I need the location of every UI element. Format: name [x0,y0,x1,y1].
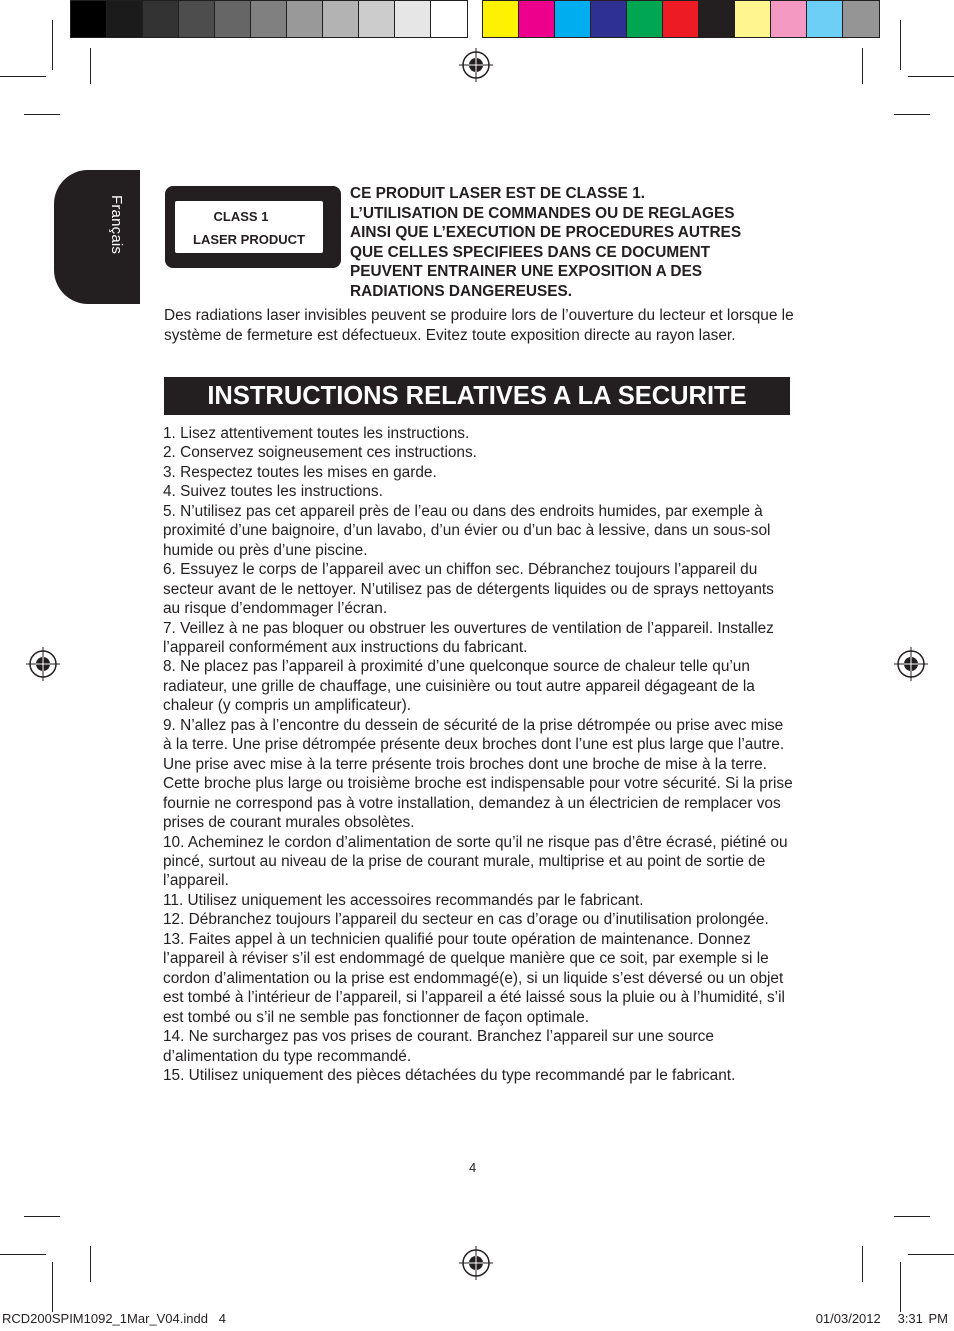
color-swatch [519,1,555,37]
color-calibration-bar [482,0,880,38]
color-swatch [807,1,843,37]
footer-date: 01/03/2012 3:31 PM [815,1311,948,1326]
registration-mark-icon [459,1246,493,1280]
color-swatch [627,1,663,37]
color-swatch [555,1,591,37]
laser-class-label-inner [175,201,323,253]
color-swatch [663,1,699,37]
crop-mark [900,1262,901,1312]
crop-mark [52,20,53,70]
registration-mark-icon [26,647,60,681]
warning-line: PEUVENT ENTRAINER UNE EXPOSITION A DES [350,263,703,281]
grayscale-swatch [107,1,143,37]
list-item: 2. Conservez soigneusement ces instructions. [163,444,477,462]
crop-mark [862,1246,863,1282]
list-item: 1. Lisez attentivement toutes les instructions. [163,425,470,442]
page-number: 4 [469,1160,477,1175]
warning-line: CE PRODUIT LASER EST DE CLASSE 1. [350,185,646,202]
grayscale-swatch [215,1,251,37]
list-item: 3. Respectez toutes les mises en garde. [163,463,437,481]
crop-mark [862,48,863,84]
safety-instructions-list [163,424,795,1085]
language-tab [54,170,140,304]
grayscale-swatch [251,1,287,37]
warning-line: AINSI QUE L’EXECUTION DE PROCEDURES AUTRES [350,224,742,242]
list-item: 7. Veillez à ne pas bloquer ou obstruer les ouvertures de ventilation de l’appareil. Installez l’appareil conformément aux instructions du fabricant. [163,619,774,656]
footer-file-name: RCD200SPIM1092_1Mar_V04.indd 4 [2,1311,227,1326]
warning-line: L’UTILISATION DE COMMANDES OU DE REGLAGES [350,204,735,222]
color-swatch [699,1,735,37]
registration-mark-icon [894,647,928,681]
crop-mark [900,20,901,70]
crop-mark [894,114,930,115]
list-item: 9. N’allez pas à l’encontre du dessein de sécurité de la prise détrompée ou prise avec mise à la terre. Une prise détrompée présente deux broches dont l’une est plus large que l’autre. Une prise avec mise à la terre présente trois broches dont une broche de mise à la terre. Cette broche plus large ou troisième broche est indispensable pour votre sécurité. Si la prise fournie ne correspond pas à votre installation, demandez à un électricien de remplacer vos prises de courant murales obsolètes. [163,716,793,832]
grayscale-calibration-bar [70,0,468,38]
laser-product-text: LASER PRODUCT [193,232,305,247]
crop-mark [52,1262,53,1312]
color-swatch [771,1,807,37]
color-swatch [843,1,879,37]
warning-line: RADIATIONS DANGEREUSES. [350,282,573,300]
grayscale-swatch [431,1,467,37]
grayscale-swatch [179,1,215,37]
crop-mark [24,1216,60,1217]
laser-class-text: CLASS 1 [213,209,269,224]
list-item: 4. Suivez toutes les instructions. [163,483,383,501]
laser-class-label [165,186,341,268]
color-swatch [735,1,771,37]
list-item: 14. Ne surchargez pas vos prises de courant. Branchez l’appareil sur une source d’alimentation du type recommandé. [163,1028,714,1065]
crop-mark [0,1254,46,1255]
list-item: 12. Débranchez toujours l’appareil du secteur en cas d’orage ou d’inutilisation prolongée. [163,911,769,929]
list-item: 15. Utilisez uniquement des pièces détachées du type recommandé par le fabricant. [163,1066,736,1084]
crop-mark [90,1246,91,1282]
grayscale-swatch [71,1,107,37]
language-tab-label: Français [108,195,125,255]
list-item: 6. Essuyez le corps de l’appareil avec un chiffon sec. Débranchez toujours l’appareil du secteur avant de le nettoyer. N’utilisez pas de détergents liquides ou de sprays nettoyants au risque d’endommager l’écran. [163,561,774,618]
list-item: 5. N’utilisez pas cet appareil près de l’eau ou dans des endroits humides, par exemple à proximité d’une baignoire, d’un lavabo, d’un évier ou d’un bac à lessive, dans un sous-sol humide ou près d’une piscine. [163,502,771,559]
crop-mark [908,1254,954,1255]
color-swatch [591,1,627,37]
color-swatch [483,1,519,37]
list-item: 8. Ne placez pas l’appareil à proximité d’une quelconque source de chaleur telle qu’un radiateur, une grille de chauffage, une cuisinière ou tout autre appareil dégageant de la chaleur (y compris un amplificateur). [163,658,755,715]
crop-mark [90,48,91,84]
crop-mark [0,76,46,77]
grayscale-swatch [359,1,395,37]
crop-mark [24,114,60,115]
radiation-notice: Des radiations laser invisibles peuvent se produire lors de l’ouverture du lecteur et lorsque le système de fermeture est défectueux. Evitez toute exposition directe au rayon laser. [164,307,794,344]
warning-line: QUE CELLES SPECIFIEES DANS CE DOCUMENT [350,243,711,261]
crop-mark [908,76,954,77]
grayscale-swatch [395,1,431,37]
registration-mark-icon [459,48,493,82]
grayscale-swatch [143,1,179,37]
section-heading: INSTRUCTIONS RELATIVES A LA SECURITE [164,377,790,415]
laser-warning [350,184,800,302]
grayscale-swatch [287,1,323,37]
list-item: 11. Utilisez uniquement les accessoires recommandés par le fabricant. [163,891,644,909]
list-item: 13. Faites appel à un technicien qualifié pour toute opération de maintenance. Donnez l’appareil à réviser s’il est endommagé de quelque manière que ce soit, par exemple si le cordon d’alimentation ou la prise est endommagé(e), si un liquide s’est déversé ou un objet est tombé à l’intérieur de l’appareil, si l’appareil a été laissé sous la pluie ou à l’humidité, s’il est tombé ou s’il ne semble pas fonctionner de façon optimale. [163,930,785,1026]
crop-mark [894,1216,930,1217]
list-item: 10. Acheminez le cordon d’alimentation de sorte qu’il ne risque pas d’être écrasé, piétiné ou pincé, surtout au niveau de la prise de courant murale, multiprise et au point de sortie de l’appareil. [163,833,788,890]
grayscale-swatch [323,1,359,37]
